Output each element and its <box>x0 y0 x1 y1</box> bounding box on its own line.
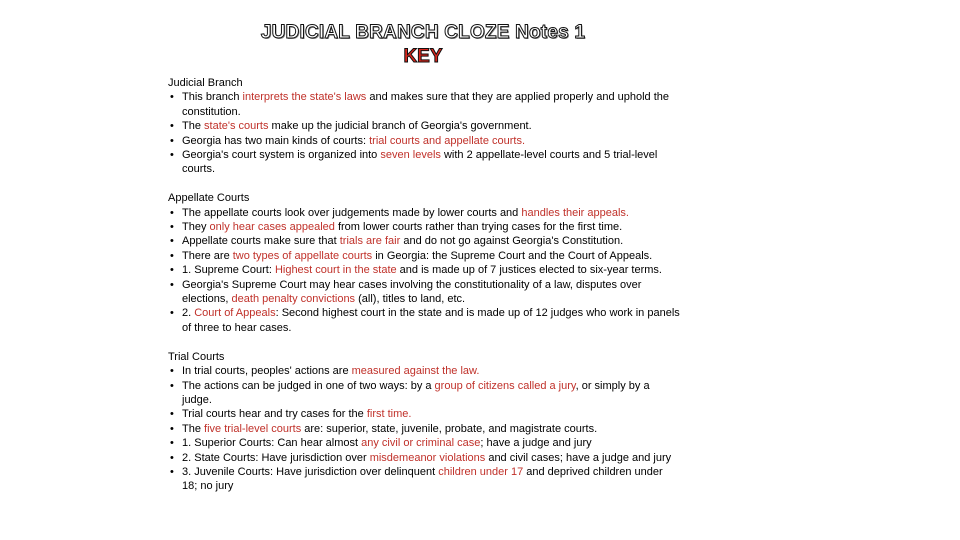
note-text: The <box>182 422 205 435</box>
note-text: The <box>182 120 205 133</box>
bullet-list <box>168 206 680 336</box>
bullet-item <box>168 436 680 450</box>
note-text: are: superior, state, juvenile, probate, and magistrate courts. <box>301 422 598 435</box>
bullet-list <box>168 364 680 494</box>
answer-text: first time. <box>366 408 412 421</box>
answer-text: misdemeanor violations <box>369 451 486 464</box>
answer-text: any civil or criminal case <box>361 437 481 450</box>
note-text: and civil cases; have a judge and jury <box>485 451 672 464</box>
note-text: 2. <box>182 307 195 320</box>
note-text: 1. Supreme Court: <box>182 264 275 277</box>
note-text: 3. Juvenile Courts: Have jurisdiction over delinquent <box>182 465 439 478</box>
bullet-item <box>168 119 680 133</box>
bullet-item <box>168 234 680 248</box>
key-label: KEY <box>403 46 443 67</box>
note-text: Trial courts hear and try cases for the <box>182 408 367 421</box>
note-text: Appellate courts make sure that <box>182 235 340 248</box>
note-text: 2. State Courts: Have jurisdiction over <box>182 451 370 464</box>
answer-text: only hear cases appealed <box>209 221 335 234</box>
note-text: The actions can be judged in one of two ways: by a <box>182 379 435 392</box>
answer-text: interprets the state's laws <box>242 91 367 104</box>
answer-text: five trial-level courts <box>204 422 302 435</box>
answer-text: handles their appeals. <box>521 206 629 219</box>
bullet-item <box>168 306 680 335</box>
bullet-item <box>168 451 680 465</box>
note-text: Georgia's court system is organized into <box>182 149 381 162</box>
note-text: and do not go against Georgia's Constitution. <box>400 235 624 248</box>
note-text: Georgia's Supreme Court may hear cases involving the constitutionality of a law, disputes over elections, <box>182 278 642 306</box>
answer-text: two types of appellate courts <box>232 249 373 262</box>
note-text: The appellate courts look over judgements made by lower courts and <box>182 206 522 219</box>
bullet-item <box>168 134 680 148</box>
bullet-item <box>168 364 680 378</box>
bullet-item <box>168 278 680 307</box>
notes-section <box>168 350 680 494</box>
bullet-item <box>168 220 680 234</box>
note-text: They <box>182 221 210 234</box>
note-text: with 2 appellate-level courts and 5 trial-level courts. <box>182 149 658 176</box>
notes-section <box>168 191 680 335</box>
answer-text: death penalty convictions <box>231 293 356 306</box>
answer-text: children under 17 <box>438 465 524 478</box>
answer-text: Highest court in the state <box>274 264 397 277</box>
note-text: : Second highest court in the state and is made up of 12 judges who work in panels of three to hear cases. <box>182 307 680 334</box>
bullet-list <box>168 90 680 176</box>
note-text: and deprived children under 18; no jury <box>182 465 663 493</box>
note-text: make up the judicial branch of Georgia's government. <box>268 120 532 133</box>
note-text: in Georgia: the Supreme Court and the Court of Appeals. <box>372 249 653 262</box>
note-text: Georgia has two main kinds of courts: <box>182 134 370 147</box>
bullet-item <box>168 148 680 177</box>
section-heading: Appellate Courts <box>168 192 250 205</box>
answer-text: Court of Appeals <box>194 307 276 320</box>
bullet-item <box>168 422 680 436</box>
bullet-item <box>168 90 680 119</box>
bullet-item <box>168 249 680 263</box>
section-heading: Judicial Branch <box>168 77 243 89</box>
answer-text: trial courts and appellate courts. <box>369 134 526 147</box>
note-text: ; have a judge and jury <box>480 437 592 450</box>
note-text: In trial courts, peoples' actions are <box>182 365 352 378</box>
answer-text: group of citizens called a jury <box>434 379 576 392</box>
note-text: (all), titles to land, etc. <box>355 293 466 306</box>
bullet-item <box>168 206 680 220</box>
note-text: and makes sure that they are applied properly and uphold the constitution. <box>182 91 670 118</box>
answer-text: measured against the law. <box>351 365 480 378</box>
section-heading: Trial Courts <box>168 350 225 363</box>
answer-text: state's courts <box>204 120 269 133</box>
answer-text: seven levels <box>380 149 441 162</box>
note-text: There are <box>182 249 233 262</box>
note-text: and is made up of 7 justices elected to six-year terms. <box>396 264 662 277</box>
page-title: JUDICIAL BRANCH CLOZE Notes 1 <box>260 22 586 43</box>
note-text: 1. Superior Courts: Can hear almost <box>182 437 362 450</box>
note-text: , or simply by a judge. <box>182 379 650 406</box>
note-text: This branch <box>182 91 243 104</box>
answer-text: trials are fair <box>339 235 401 248</box>
bullet-item <box>168 263 680 277</box>
bullet-item <box>168 379 680 408</box>
note-text: from lower courts rather than trying cases for the first time. <box>334 221 623 234</box>
bullet-item <box>168 407 680 421</box>
bullet-item <box>168 465 680 494</box>
notes-body <box>168 76 680 494</box>
notes-section <box>168 76 680 177</box>
